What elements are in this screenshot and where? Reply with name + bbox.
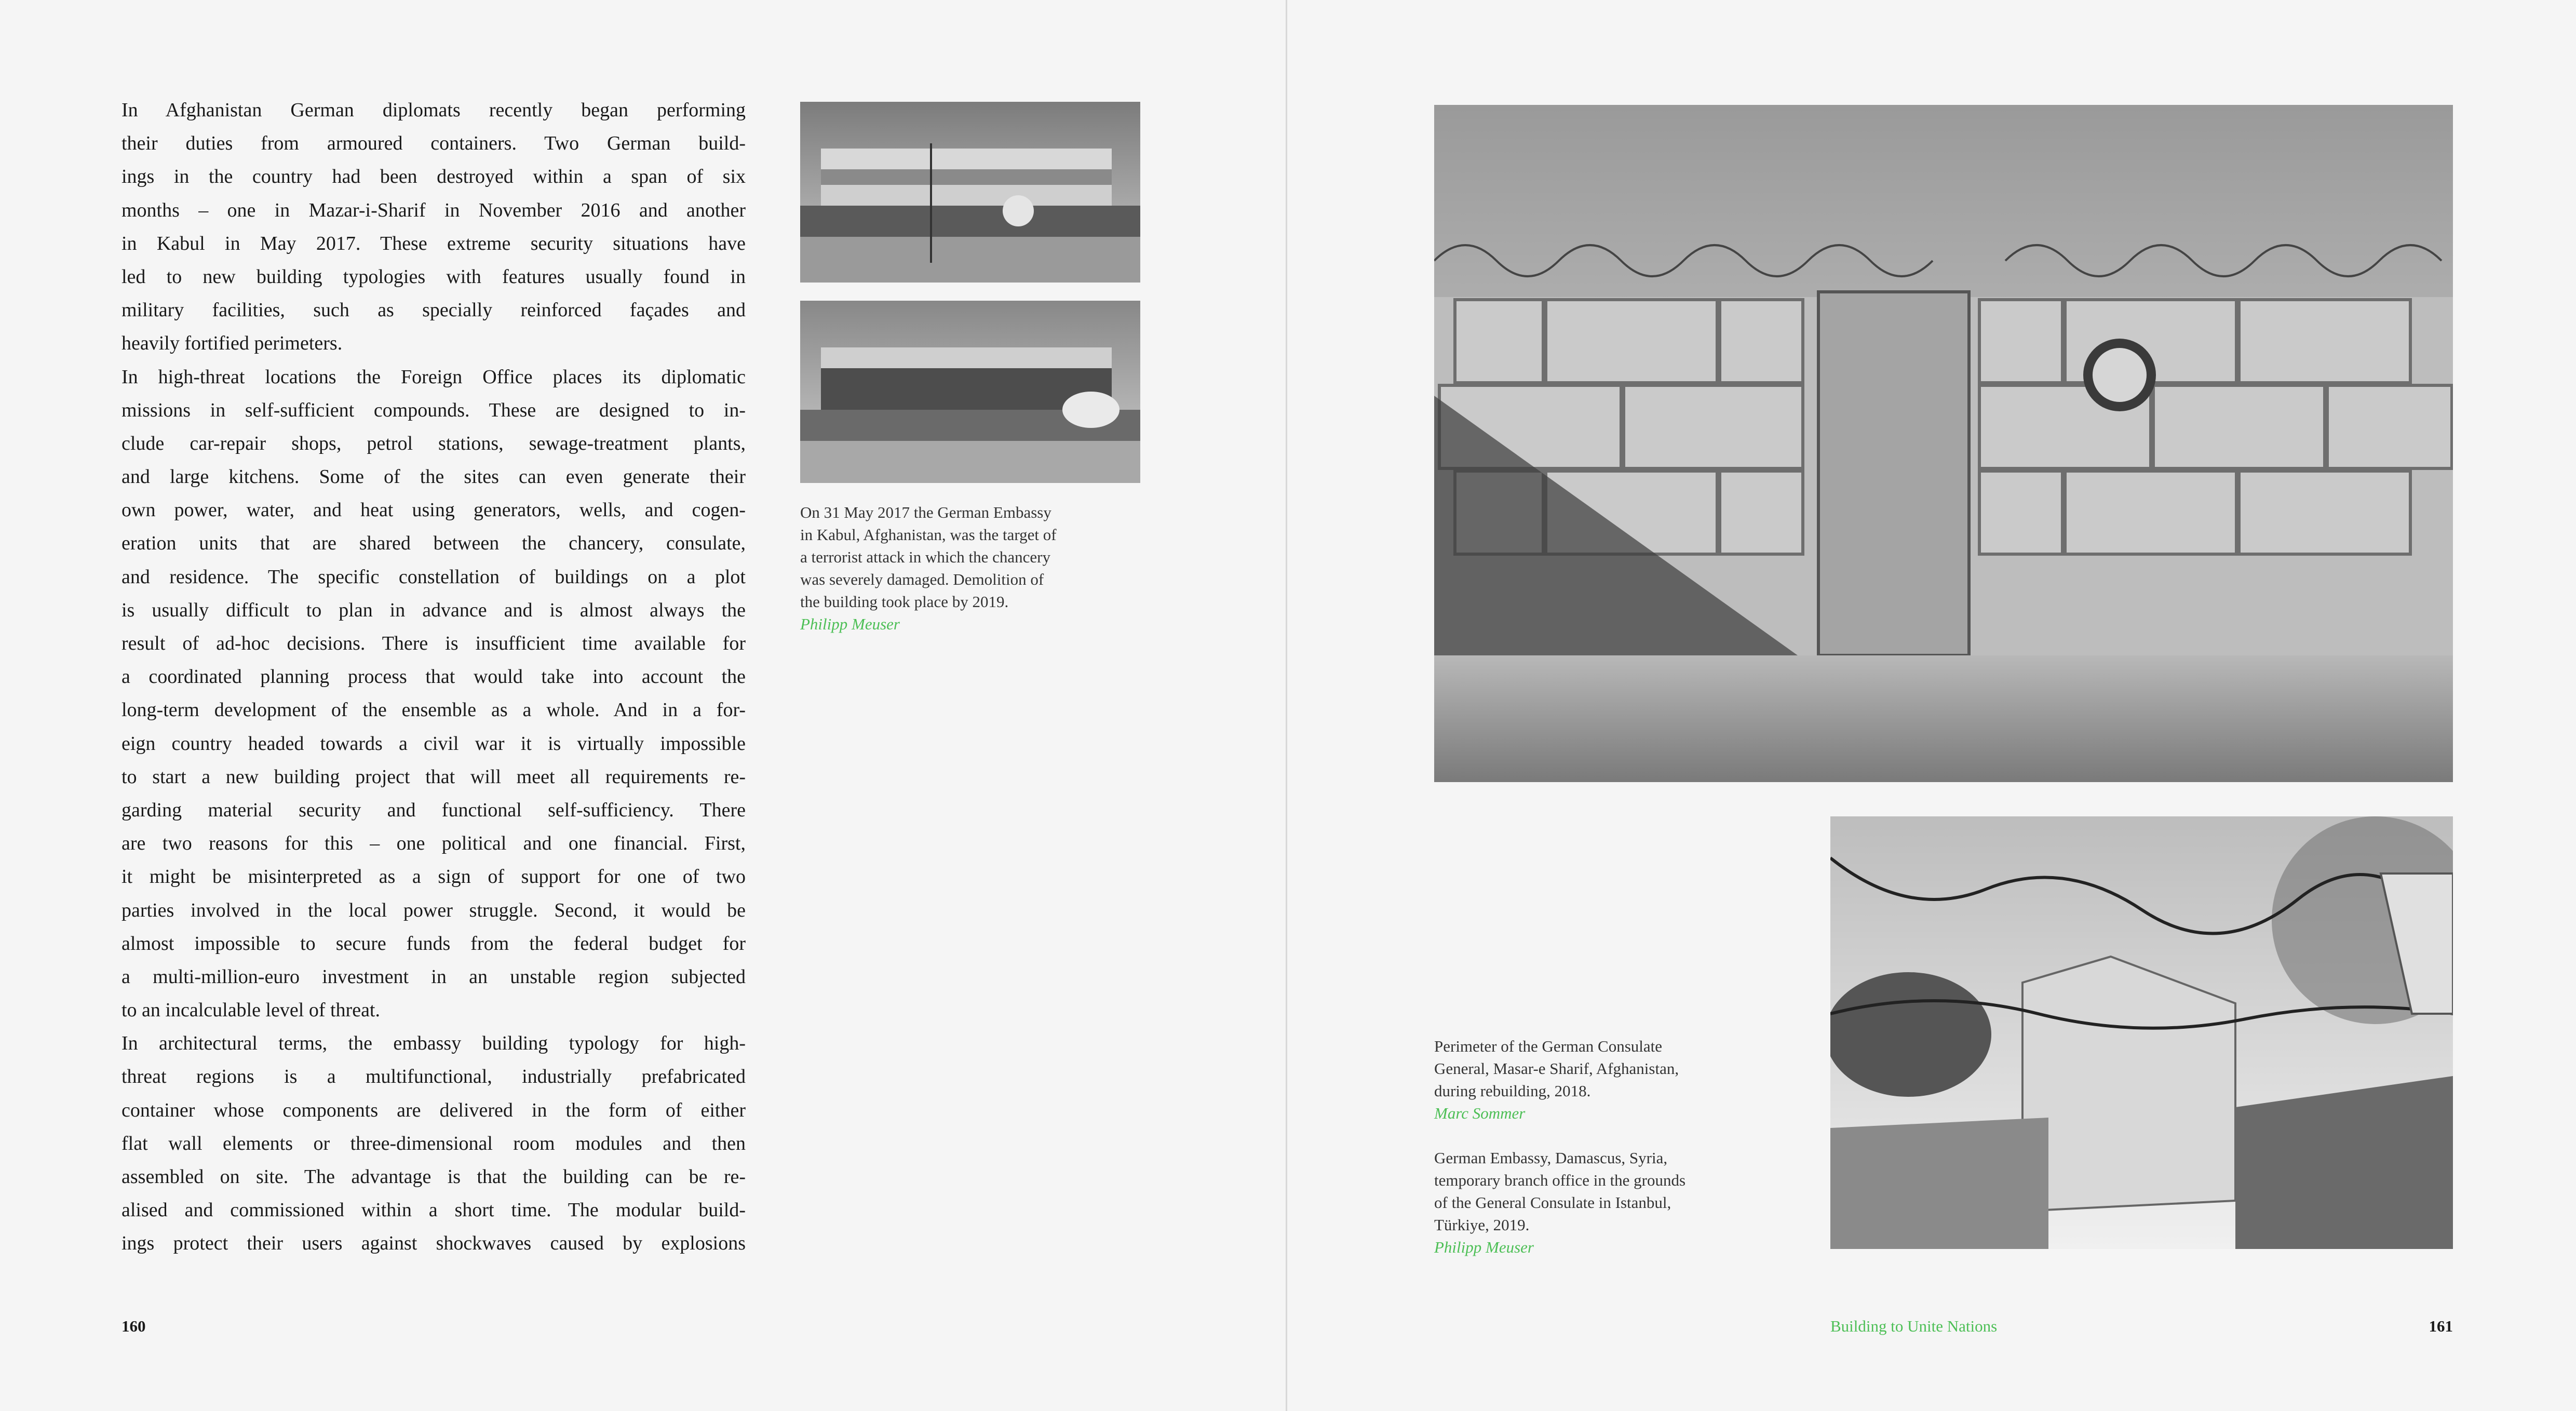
body-text-line: eration units that are shared between the chancery, consulate,	[122, 532, 746, 555]
page-number-left: 160	[122, 1317, 146, 1335]
body-text-line: led to new building typologies with features usually found in	[122, 265, 746, 288]
photo-kabul-embassy-before	[800, 102, 1140, 283]
body-text-line: ings protect their users against shockwaves caused by explosions	[122, 1232, 746, 1255]
body-text-line: and large kitchens. Some of the sites can even generate their	[122, 466, 746, 488]
caption-line: the building took place by 2019.	[800, 593, 1009, 611]
caption-line: temporary branch office in the grounds	[1434, 1171, 1686, 1189]
body-text-line: flat wall elements or three-dimensional room modules and then	[122, 1132, 746, 1154]
body-text-line: is usually difficult to plan in advance and is almost always the	[122, 599, 746, 621]
body-text-line: In Afghanistan German diplomats recently began performing	[122, 99, 746, 121]
body-text-line: a multi-million-euro investment in an unstable region subjected	[122, 965, 746, 988]
body-text-line: alised and commissioned within a short time. The modular build-	[122, 1199, 746, 1221]
body-text-line: to an incalculable level of threat.	[122, 999, 380, 1022]
body-text-line: ings in the country had been destroyed within a span of six	[122, 166, 746, 188]
body-text-line: their duties from armoured containers. Two German build-	[122, 132, 746, 155]
body-text-line: a coordinated planning process that would take into account the	[122, 666, 746, 688]
photo-kabul-embassy-damaged	[800, 301, 1140, 483]
caption-line: German Embassy, Damascus, Syria,	[1434, 1149, 1668, 1167]
photo-damascus-temporary-office	[1830, 816, 2453, 1249]
body-text-line: threat regions is a multifunctional, industrially prefabricated	[122, 1066, 746, 1088]
body-text-line: result of ad-hoc decisions. There is insufficient time available for	[122, 633, 746, 654]
body-text-line: and residence. The specific constellation of buildings on a plot	[122, 566, 746, 588]
caption-line: a terrorist attack in which the chancery	[800, 548, 1050, 566]
body-text-line: own power, water, and heat using generators, wells, and cogen-	[122, 499, 746, 521]
caption-line: Türkiye, 2019.	[1434, 1216, 1530, 1234]
photo-credit: Marc Sommer	[1434, 1104, 1526, 1122]
body-text-line: long-term development of the ensemble as a whole. And in a for-	[122, 699, 746, 721]
body-text-line: are two reasons for this – one political and one financial. First,	[122, 832, 746, 855]
body-text-line: heavily fortified perimeters.	[122, 332, 343, 355]
body-text-line: garding material security and functional self-sufficiency. There	[122, 799, 746, 821]
page-number-right: 161	[2429, 1317, 2453, 1335]
caption-line: On 31 May 2017 the German Embassy	[800, 503, 1051, 521]
body-text-line: months – one in Mazar-i-Sharif in November 2016 and another	[122, 199, 746, 221]
body-text-line: clude car-repair shops, petrol stations, sewage-treatment plants,	[122, 432, 746, 454]
caption-kabul	[800, 501, 1057, 635]
caption-line: in Kabul, Afghanistan, was the target of	[800, 526, 1057, 544]
body-text-line: it might be misinterpreted as a sign of support for one of two	[122, 866, 746, 888]
photo-consulate-perimeter-wall	[1434, 105, 2453, 782]
caption-line: was severely damaged. Demolition of	[800, 570, 1044, 588]
body-text-line: missions in self-sufficient compounds. These are designed to in-	[122, 399, 746, 421]
body-text-line: In high-threat locations the Foreign Office places its diplomatic	[122, 366, 746, 388]
caption-line: of the General Consulate in Istanbul,	[1434, 1193, 1671, 1212]
body-text	[122, 93, 746, 1260]
body-text-line: container whose components are delivered in the form of either	[122, 1099, 746, 1121]
caption-line: during rebuilding, 2018.	[1434, 1082, 1591, 1100]
body-text-line: eign country headed towards a civil war it is virtually impossible	[122, 732, 746, 755]
body-text-line: parties involved in the local power struggle. Second, it would be	[122, 899, 746, 921]
body-text-line: to start a new building project that will meet all requirements re-	[122, 765, 746, 788]
caption-damascus-embassy	[1434, 1147, 1685, 1258]
caption-line: Perimeter of the German Consulate	[1434, 1037, 1663, 1055]
body-text-line: military facilities, such as specially reinforced façades and	[122, 299, 746, 321]
body-text-line: almost impossible to secure funds from the federal budget for	[122, 932, 746, 955]
photo-credit: Philipp Meuser	[1434, 1238, 1534, 1256]
photo-credit: Philipp Meuser	[800, 615, 900, 633]
running-title: Building to Unite Nations	[1830, 1317, 1998, 1335]
body-text-line: in Kabul in May 2017. These extreme security situations have	[122, 232, 746, 254]
caption-line: General, Masar-e Sharif, Afghanistan,	[1434, 1059, 1679, 1078]
body-text-line: In architectural terms, the embassy building typology for high-	[122, 1032, 746, 1055]
page-gutter	[1286, 0, 1287, 1411]
body-text-line: assembled on site. The advantage is that the building can be re-	[122, 1166, 746, 1188]
caption-mazar-consulate	[1434, 1035, 1679, 1124]
